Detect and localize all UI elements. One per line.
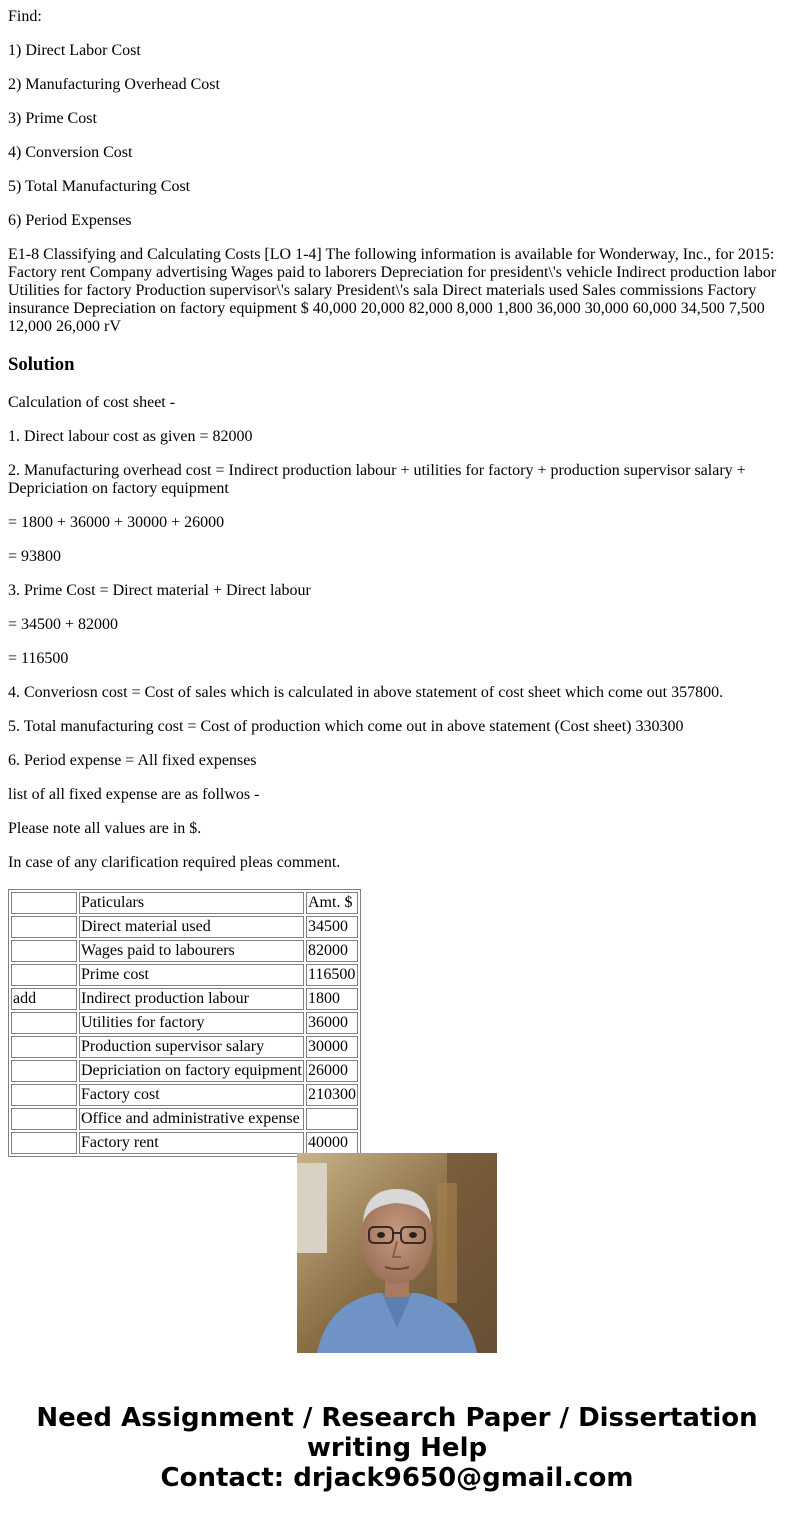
cost-sheet-table	[8, 889, 361, 1157]
table-cell-label	[11, 916, 77, 938]
table-cell-label	[11, 1012, 77, 1034]
solution-intro: Calculation of cost sheet -	[8, 394, 176, 411]
solution-line-2-result: = 93800	[8, 548, 62, 565]
table-cell-amount: 30000	[306, 1036, 358, 1058]
table-row	[11, 964, 358, 986]
table-cell-amount: 1800	[306, 988, 358, 1010]
table-cell-label	[11, 964, 77, 986]
promo-contact: Contact: drjack9650@gmail.com	[160, 1463, 634, 1493]
header-cell-label	[11, 892, 77, 914]
table-cell-amount: 116500	[306, 964, 358, 986]
table-cell-particular: Depriciation on factory equipment	[79, 1060, 304, 1082]
table-cell-amount: 210300	[306, 1084, 358, 1106]
table-row	[11, 916, 358, 938]
solution-line-3-result: = 116500	[8, 650, 69, 667]
find-label: Find:	[8, 8, 42, 25]
table-row	[11, 1108, 358, 1130]
solution-line-3: 3. Prime Cost = Direct material + Direct labour	[8, 582, 311, 599]
solution-line-5: 5. Total manufacturing cost = Cost of production which come out in above statement (Cost sheet) 330300	[8, 718, 684, 735]
table-cell-particular: Indirect production labour	[79, 988, 304, 1010]
table-cell-particular: Direct material used	[79, 916, 304, 938]
table-cell-amount: 82000	[306, 940, 358, 962]
header-cell-particulars: Paticulars	[79, 892, 304, 914]
promo-line-2: writing Help	[306, 1433, 488, 1463]
table-cell-particular: Prime cost	[79, 964, 304, 986]
table-row	[11, 1036, 358, 1058]
table-row	[11, 1132, 358, 1154]
table-cell-amount	[306, 1108, 358, 1130]
table-cell-particular: Utilities for factory	[79, 1012, 304, 1034]
fixed-expense-note: list of all fixed expense are as follwos -	[8, 786, 260, 803]
solution-line-4: 4. Converiosn cost = Cost of sales which is calculated in above statement of cost sheet which come out 357800.	[8, 684, 724, 701]
question-item-5: 5) Total Manufacturing Cost	[8, 178, 191, 195]
promo-line-1: Need Assignment / Research Paper / Dissertation	[36, 1403, 758, 1433]
question-item-1: 1) Direct Labor Cost	[8, 42, 141, 59]
solution-line-1: 1. Direct labour cost as given = 82000	[8, 428, 253, 445]
question-item-6: 6) Period Expenses	[8, 212, 132, 229]
table-row	[11, 1060, 358, 1082]
question-item-3: 3) Prime Cost	[8, 110, 97, 127]
header-cell-amount: Amt. $	[306, 892, 358, 914]
table-cell-label: add	[11, 988, 77, 1010]
values-note: Please note all values are in $.	[8, 820, 202, 837]
question-item-4: 4) Conversion Cost	[8, 144, 133, 161]
table-row	[11, 988, 358, 1010]
table-row	[11, 1012, 358, 1034]
question-item-2: 2) Manufacturing Overhead Cost	[8, 76, 220, 93]
table-cell-label	[11, 940, 77, 962]
clarification-note: In case of any clarification required pleas comment.	[8, 854, 341, 871]
table-cell-label	[11, 1060, 77, 1082]
solution-line-6: 6. Period expense = All fixed expenses	[8, 752, 257, 769]
table-cell-particular: Factory rent	[79, 1132, 304, 1154]
solution-heading: Solution	[8, 354, 75, 375]
table-row	[11, 1084, 358, 1106]
table-cell-label	[11, 1036, 77, 1058]
solution-line-3-calc: = 34500 + 82000	[8, 616, 119, 633]
problem-text: E1-8 Classifying and Calculating Costs [LO 1-4] The following information is available for Wonderway, Inc., for 2015: Factory rent Company advertising Wages paid to laborers Depreciation for president\'s vehicle Indirect production labor Utilities for factory Production supervisor\'s salary President\'s sala Direct materials used Sales commissions Factory insurance Depreciation on factory equipment $ 40,000 20,000 82,000 8,000 1,800 36,000 30,000 60,000 34,500 7,500 12,000 26,000 rV	[8, 246, 777, 335]
table-cell-label	[11, 1132, 77, 1154]
table-header-row	[11, 892, 358, 914]
table-cell-particular: Office and administrative expense	[79, 1108, 304, 1130]
table-row	[11, 940, 358, 962]
table-cell-label	[11, 1084, 77, 1106]
table-cell-label	[11, 1108, 77, 1130]
table-cell-amount: 36000	[306, 1012, 358, 1034]
tutor-portrait-image	[297, 1153, 497, 1353]
table-cell-particular: Production supervisor salary	[79, 1036, 304, 1058]
tutor-avatar	[297, 1153, 497, 1353]
table-cell-amount: 34500	[306, 916, 358, 938]
solution-document	[8, 0, 786, 1151]
solution-line-2: 2. Manufacturing overhead cost = Indirect production labour + utilities for factory + production supervisor salary + Depriciation on factory equipment	[8, 462, 746, 497]
table-cell-particular: Wages paid to labourers	[79, 940, 304, 962]
table-cell-amount: 26000	[306, 1060, 358, 1082]
promo-banner	[0, 1403, 794, 1493]
table-cell-particular: Factory cost	[79, 1084, 304, 1106]
solution-line-2-calc: = 1800 + 36000 + 30000 + 26000	[8, 514, 225, 531]
table-cell-amount: 40000	[306, 1132, 358, 1154]
